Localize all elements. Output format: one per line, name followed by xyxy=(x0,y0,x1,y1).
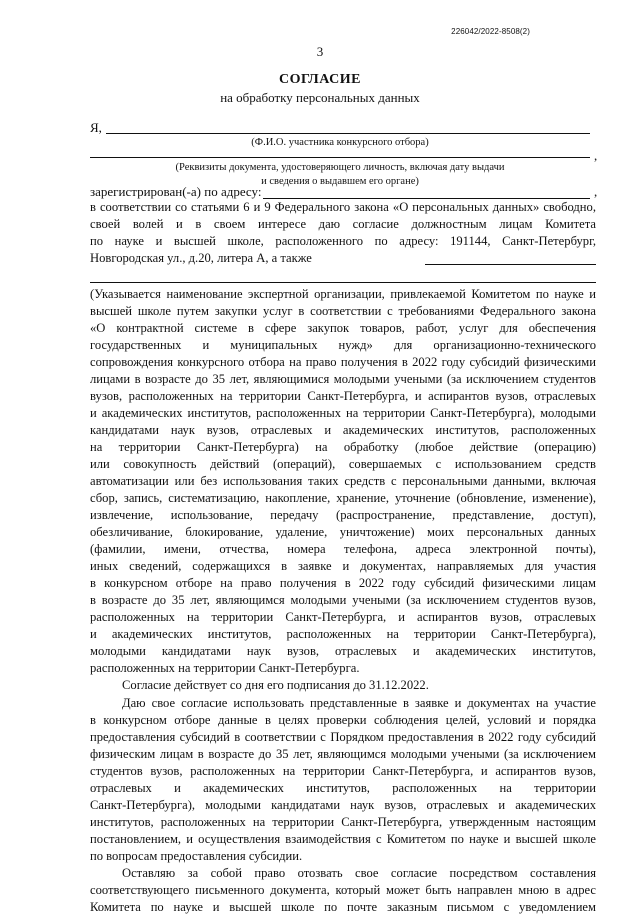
body-line: (фамилии, имени, отчества, номера телефона, адреса электронной почты), xyxy=(90,542,596,556)
body-line: обезличивание, блокирование, удаление, уничтожение) моих персональных данных xyxy=(90,525,596,539)
document-number: 226042/2022-8508(2) xyxy=(451,27,530,36)
body-line: расположенных на территории Санкт-Петербурга. xyxy=(90,661,360,675)
body-line: Комитета по науке и высшей школе по почте заказным письмом с уведомлением xyxy=(90,900,596,914)
body-line: лицами в возрасте до 35 лет, являющимися молодыми учеными (за исключением студентов xyxy=(90,372,596,386)
document-title: СОГЛАСИЕ xyxy=(279,72,361,87)
body-line: предоставления субсидий в соответствии с Порядком предоставления в 2022 году субсидий xyxy=(90,730,596,744)
body-line: молодыми кандидатами наук вузов, отраслевых и академических институтов, xyxy=(90,644,596,658)
body-line: Оставляю за собой право отозвать свое согласие посредством составления xyxy=(122,866,596,880)
body-line: Новгородская ул., д.20, литера А, а также xyxy=(90,251,312,265)
body-line: Согласие действует со дня его подписания до 31.12.2022. xyxy=(122,678,429,692)
body-line: иных сведений, содержащихся в заявке и документах, направляемых для участия xyxy=(90,559,596,573)
organization-blank-line-2 xyxy=(90,282,596,283)
body-line: на территории Санкт-Петербурга) на обработку (любое действие (операцию) xyxy=(90,440,596,454)
body-line: государственных и муниципальных нужд» для организационно-технического xyxy=(90,338,596,352)
body-line: постановлением, и осуществления взаимодействия с Комитетом по науке и высшей школе xyxy=(90,832,596,846)
body-line: или совокупность действий (операций), совершаемых с использованием средств xyxy=(90,457,596,471)
body-line: высшей школе путем закупки услуг в соответствии с требованиями Федерального закона xyxy=(90,304,596,318)
body-line: сопровождения конкурсного отбора на право получения в 2022 году субсидий физическими xyxy=(90,355,596,369)
body-line: расположенных на территории Санкт-Петербурга, и аспирантов вузов, отраслевых xyxy=(90,610,596,624)
body-line: «О контрактной системе в сфере закупок товаров, работ, услуг для обеспечения xyxy=(90,321,596,335)
requisites-blank-line xyxy=(90,157,590,158)
body-line: и академических институтов, расположенных на территории Санкт-Петербурга), xyxy=(90,627,596,641)
document-subtitle: на обработку персональных данных xyxy=(220,90,420,105)
address-comma: , xyxy=(594,184,598,199)
ya-label: Я, xyxy=(90,120,102,135)
body-line: студентов вузов, расположенных на территории Санкт-Петербурга, и аспирантов вузов, xyxy=(90,764,596,778)
requisites-caption-line-2: и сведения о выдавшем его органе) xyxy=(261,176,419,187)
organization-blank-line xyxy=(425,264,596,265)
body-line: в конкурсном отборе на право получения в 2022 году субсидий физическими лицам xyxy=(90,576,596,590)
body-line: в конкурсном отборе данные в целях проверки соблюдения целей, условий и порядка xyxy=(90,713,596,727)
body-line: и академических институтов, расположенных на территории Санкт-Петербурга), молодыми xyxy=(90,406,596,420)
address-field xyxy=(90,184,590,200)
body-line: автоматизации или без использования таких средств с персональными данными, включая xyxy=(90,474,596,488)
body-line: в возрасте до 35 лет, являющимся молодыми учеными (за исключением студентов вузов, xyxy=(90,593,596,607)
body-line: отраслевых и академических институтов, расположенных на территории xyxy=(90,781,596,795)
address-label: зарегистрирован(-а) по адресу: xyxy=(90,184,262,199)
body-line: сбор, запись, систематизацию, накопление, хранение, уточнение (обновление, изменение), xyxy=(90,491,596,505)
body-line: кандидатами наук вузов, отраслевых и академических институтов, расположенных xyxy=(90,423,596,437)
body-line: соответствующего письменного документа, который может быть направлен мною в адрес xyxy=(90,883,596,897)
fio-blank-line xyxy=(106,133,590,134)
address-blank-line xyxy=(263,198,590,199)
body-line: в соответствии со статьями 6 и 9 Федерального закона «О персональных данных» свободно, xyxy=(90,200,596,214)
page-number: 3 xyxy=(316,44,324,59)
body-line: своей волей и в своем интересе даю согласие должностным лицам Комитета xyxy=(90,217,596,231)
body-line: вузов, расположенных на территории Санкт-Петербурга, и аспирантов вузов, отраслевых xyxy=(90,389,596,403)
fio-caption: (Ф.И.О. участника конкурсного отбора) xyxy=(251,137,429,148)
body-line: Даю свое согласие использовать представленные в заявке и документах на участие xyxy=(122,696,596,710)
requisites-caption-line-1: (Реквизиты документа, удостоверяющего личность, включая дату выдачи xyxy=(175,162,505,173)
body-line: по науке и высшей школе, расположенного по адресу: 191144, Санкт-Петербург, xyxy=(90,234,596,248)
body-line: (Указывается наименование экспертной организации, привлекаемой Комитетом по науке и xyxy=(90,287,596,301)
body-line: извлечение, использование, передачу (распространение, представление, доступ), xyxy=(90,508,596,522)
body-line: Санкт-Петербурга), молодыми кандидатами наук вузов, отраслевых и академических xyxy=(90,798,596,812)
body-line: физическим лицам в возрасте до 35 лет, являющимся молодыми учеными (за исключением xyxy=(90,747,596,761)
body-line: по вопросам предоставления субсидии. xyxy=(90,849,303,863)
body-line: институтов, расположенных на территории Санкт-Петербурга, утвержденным настоящим xyxy=(90,815,596,829)
requisites-comma: , xyxy=(594,148,598,163)
fio-field xyxy=(90,120,590,136)
